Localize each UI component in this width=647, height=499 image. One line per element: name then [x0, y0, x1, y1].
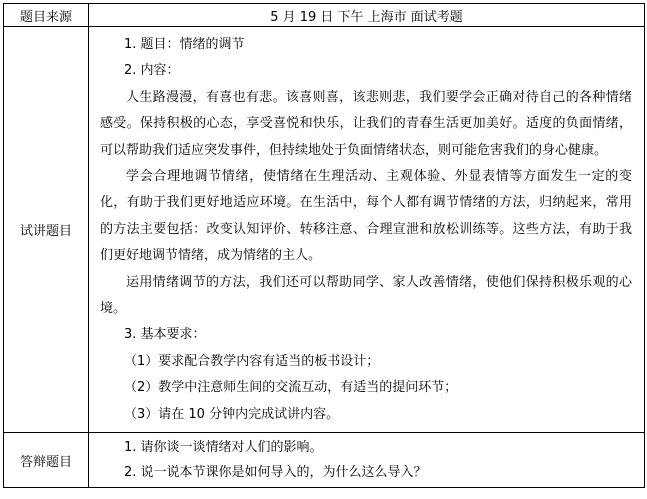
lecture-content — [89, 27, 645, 433]
lecture-title-line: 1. 题目：情绪的调节 — [124, 37, 245, 52]
source-label: 题目来源 — [4, 4, 89, 27]
requirement-item-1: （1）要求配合教学内容有适当的板书设计； — [124, 353, 380, 369]
defense-question-1: 1. 请你谈一谈情绪对人们的影响。 — [124, 440, 323, 456]
content-heading: 2. 内容： — [124, 63, 180, 79]
requirement-item-2: （2）教学中注意师生间的交流互动，有适当的提问环节； — [124, 380, 458, 396]
content-paragraph-1: 人生路漫漫，有喜也有悲。该喜则喜，该悲则悲，我们要学会正确对待自己的各种情绪感受。保持积极的心态，享受喜悦和快乐，让我们的青春生活更加美好。适度的负面情绪，可以帮助我们适应突发事件，但持续地处于负面情绪状态，则可能危害我们的身心健康。 — [100, 89, 632, 158]
defense-content — [89, 433, 645, 488]
content-paragraph-3: 运用情绪调节的方法，我们还可以帮助同学、家人改善情绪，使他们保持积极乐观的心境。 — [100, 274, 632, 317]
content-paragraph-2: 学会合理地调节情绪，使情绪在生理活动、主观体验、外显表情等方面发生一定的变化，有助于我们更好地适应环境。在生活中，每个人都有调节情绪的方法，归纳起来，常用的方法主要包括：改变认知评价、转移注意、合理宣泄和放松训练等。这些方法，有助于我们更好地调节情绪，成为情绪的主人。 — [100, 169, 632, 264]
defense-label: 答辩题目 — [4, 433, 89, 488]
defense-question-2: 2. 说一说本节课你是如何导入的，为什么这么导入？ — [124, 465, 427, 481]
interview-question-table — [3, 3, 645, 488]
requirements-heading: 3. 基本要求： — [124, 327, 206, 343]
defense-row — [4, 433, 645, 488]
requirement-item-3: （3）请在 10 分钟内完成试讲内容。 — [124, 406, 340, 422]
source-row — [4, 4, 645, 27]
lecture-label: 试讲题目 — [4, 27, 89, 433]
source-value: 5 月 19 日 下午 上海市 面试考题 — [89, 4, 645, 27]
lecture-row — [4, 27, 645, 433]
